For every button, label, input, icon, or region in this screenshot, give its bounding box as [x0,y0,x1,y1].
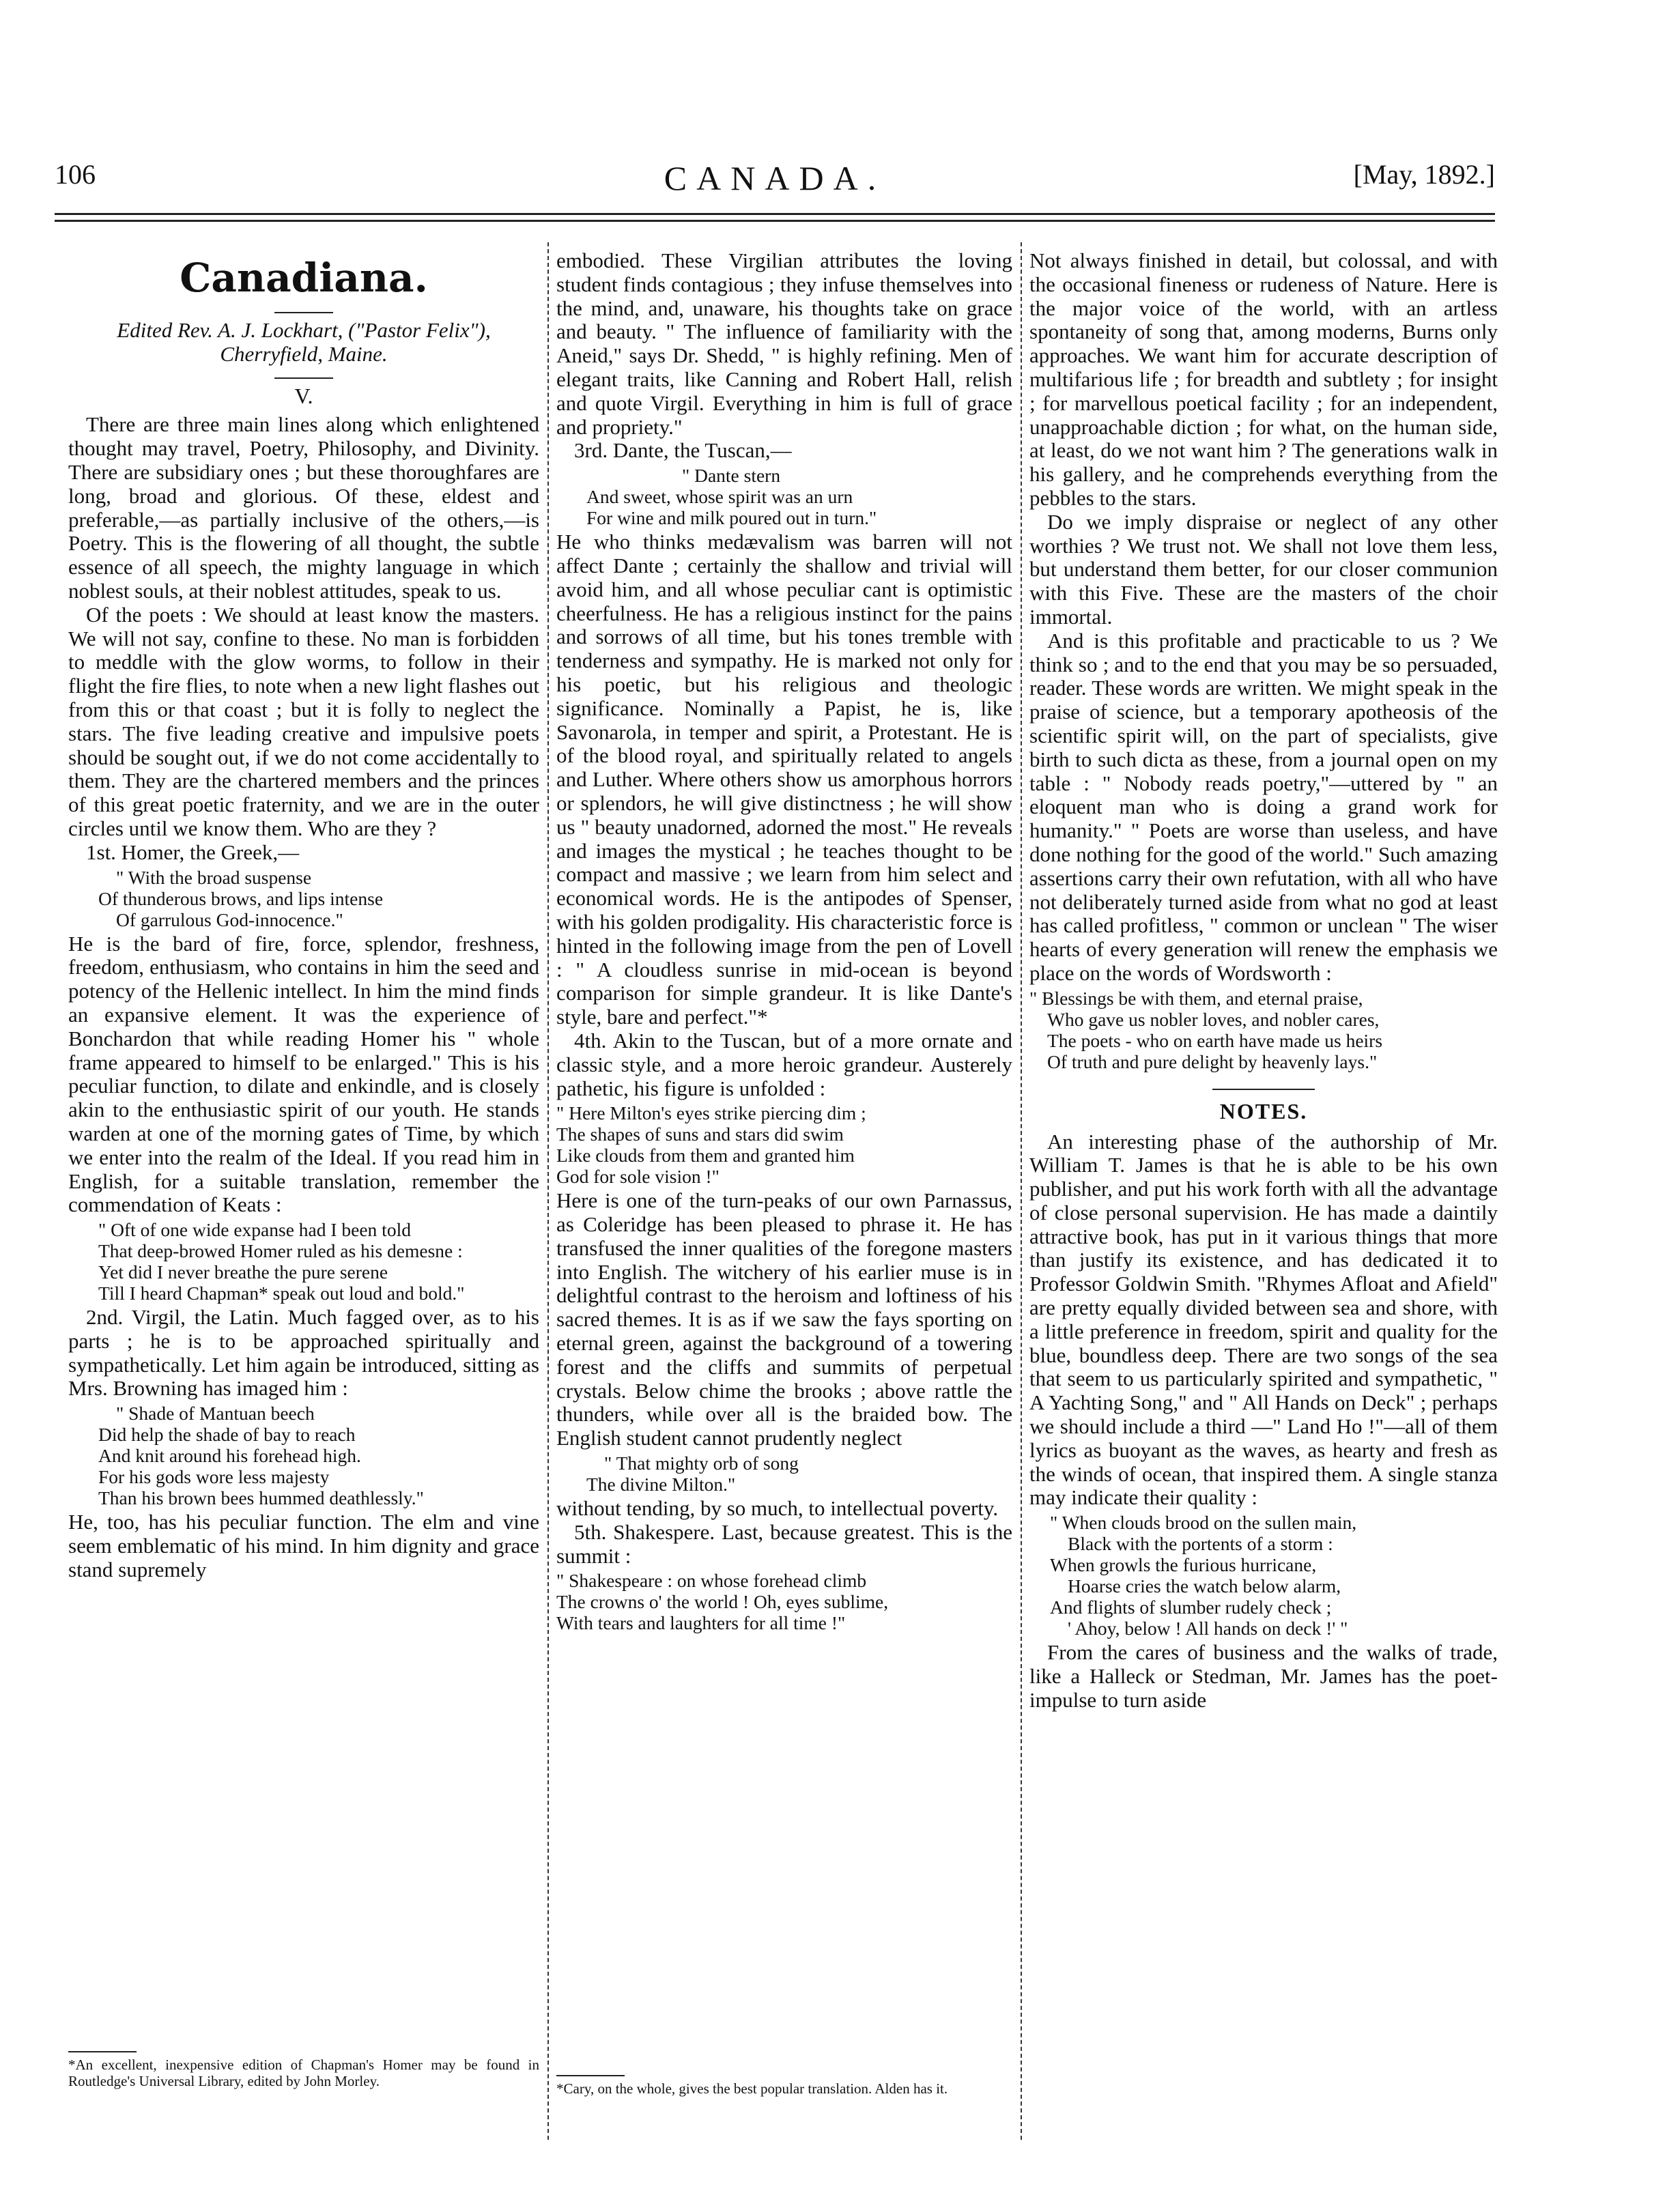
paragraph: 2nd. Virgil, the Latin. Much fagged over, as to his parts ; he is to be approached spiritually and sympathetically. Let him again be introduced, sitting as Mrs. Browning has imaged him : [68,1305,539,1401]
verse-line: " Dante stern [682,465,781,487]
verse-dante [586,465,1012,528]
verse-keats [98,1219,539,1304]
paragraph: Not always finished in detail, but colossal, and with the occasional fineness or rudeness of Nature. Here is the major voice of the world, with an artless spontaneity of song that, among moderns, Burns only approaches. We want him for accurate description of multifarious life ; for breadth and subtlety ; for insight ; for marvellous poetical facility ; for an independent, unapproachable diction ; for what, on the human side, at least, do we not want him ? The generations walk in his gallery, and he comprehends everything from the pebbles to the stars. [1029,248,1498,510]
column-divider-1 [547,242,549,2140]
verse-line: Of garrulous God-innocence." [116,908,343,930]
paragraph: He is the bard of fire, force, splendor, freshness, freedom, enthusiasm, who contains in him the seed and potency of the Hellenic intellect. In him the mind finds an expansive element. It was the experience of Bonchardon that while reading Homer his " whole frame appeared to himself to be enlarged." This is his peculiar function, to dilate and enkindle, and is closely akin to the enthusiastic spirit of our youth. He stands warden at one of the morning gates of Time, by which we enter into the realm of the Ideal. If you read him in English, for a suitable translation, remember the commendation of Keats : [68,931,539,1217]
section-number: V. [294,383,313,408]
column-divider-2 [1021,242,1022,2140]
paragraph: 3rd. Dante, the Tuscan,— [574,438,792,463]
verse-line: God for sole vision !" [556,1166,720,1188]
paragraph: Do we imply dispraise or neglect of any other worthies ? We trust not. We shall not love them less, but understand them better, for our closer communion with this Five. These are the masters of the choir immortal. [1029,509,1498,629]
verse-orb-of-song [586,1452,1012,1495]
verse-line: And flights of slumber rudely check ; [1050,1596,1332,1618]
verse-line: Black with the portents of a storm : [1068,1533,1333,1555]
editor-rule [274,377,333,379]
verse-line: " With the broad suspense [116,866,312,888]
footnote-cary [556,2068,1012,2097]
verse-line: And knit around his forehead high. [98,1445,361,1467]
page-title: CANADA. [664,159,886,197]
verse-line: The divine Milton." [586,1474,736,1495]
page-header [55,158,1495,206]
paragraph: An interesting phase of the authorship of Mr. William T. James is that he is able to be his own publisher, and put his work forth with all the advantage of close personal supervision. He has made a daintily attractive book, has put in it various things that more than justify its existence, and has dedicated it to Professor Goldwin Smith. "Rhymes Afloat and Afield" are pretty equally divided between sea and shore, with a little preference in freedom, spirit and quality for the blue, boundless deep. There are two songs of the sea that seem to us particularly spirited and sympathetic, " A Yachting Song," and " All Hands on Deck" ; perhaps we should include a third —" Land Ho !"—all of them lyrics as buoyant as the waves, as hearty and fresh as the winds of ocean, that inspired them. A single stanza may indicate their quality : [1029,1129,1498,1510]
verse-line: " Here Milton's eyes strike piercing dim ; [556,1102,866,1124]
verse-line: Till I heard Chapman* speak out loud and bold." [98,1283,465,1304]
column-2 [556,249,1012,1635]
editor-line: Edited Rev. A. J. Lockhart, ("Pastor Felix"), Cherryfield, Maine. [117,318,491,366]
verse-line: " Blessings be with them, and eternal praise, [1029,987,1363,1009]
verse-line: Who gave us nobler loves, and nobler cares, [1047,1008,1380,1030]
section-masthead: Canadiana. [180,255,428,301]
verse-wordsworth [1029,988,1498,1072]
verse-line: The shapes of suns and stars did swim [556,1123,844,1145]
paragraph: embodied. These Virgilian attributes the loving student finds contagious ; they infuse themselves into the mind, and, unaware, his thoughts take on grace and beauty. " The influence of familiarity with the Aneid," says Dr. Shedd, " is highly refining. Men of elegant traits, like Canning and Robert Hall, relish and quote Virgil. Everything in him is full of grace and propriety." [556,248,1012,439]
verse-line: Like clouds from them and granted him [556,1145,855,1166]
verse-line: For his gods wore less majesty [98,1466,330,1488]
verse-line: With tears and laughters for all time !" [556,1612,846,1634]
verse-line: Did help the shade of bay to reach [98,1424,356,1446]
paragraph: without tending, by so much, to intellectual poverty. [556,1496,999,1521]
paragraph: 5th. Shakespere. Last, because greatest. This is the summit : [556,1519,1012,1568]
verse-milton [556,1102,1012,1187]
page-number: 106 [55,159,96,190]
paragraph: There are three main lines along which enlightened thought may travel, Poetry, Philosophy, and Divinity. There are subsidiary ones ; but these thoroughfares are long, broad and glorious. Of these, eldest and preferable,—as partially inclusive of the others,—is Poetry. This is the flowering of all thought, the subtle essence of all speech, the mighty language in which noblest souls, at their noblest attitudes, speak to us. [68,412,539,603]
paragraph: And is this profitable and practicable to us ? We think so ; and to the end that you may be so persuaded, reader. These words are written. We might speak in the praise of science, but a temporary apotheosis of the scientific spirit will, on the part of specialists, give birth to such dicta as these, from a journal open on my table : " Nobody reads poetry,"—uttered by " an eloquent man who is doing a grand work for humanity." " Poets are worse than useless, and have done nothing for the good of the world." Such amazing assertions carry their own refutation, with all who have not deliberately turned aside from what no god at least has called profitless, " common or unclean " The wiser hearts of every generation will renew the emphasis we place on the words of Wordsworth : [1029,628,1498,985]
verse-line: " Shakespeare : on whose forehead climb [556,1570,867,1592]
masthead-rule [274,312,333,313]
notes-heading: NOTES. [1219,1098,1308,1123]
footnote-rule [68,2051,137,2052]
verse-line: The poets - who on earth have made us heirs [1047,1029,1383,1051]
paragraph: From the cares of business and the walks of trade, like a Halleck or Stedman, Mr. James has the poet-impulse to turn aside [1029,1640,1498,1712]
verse-line: Yet did I never breathe the pure serene [98,1261,388,1283]
issue-date: [May, 1892.] [1353,159,1495,190]
verse-line: When growls the furious hurricane, [1050,1554,1317,1576]
verse-line: Of truth and pure delight by heavenly lays." [1047,1050,1378,1072]
footnote-text: *Cary, on the whole, gives the best popular translation. Alden has it. [556,2080,948,2097]
verse-line: " When clouds brood on the sullen main, [1050,1512,1357,1534]
section-rule [1212,1089,1315,1090]
footnote-text: *An excellent, inexpensive edition of Chapman's Homer may be found in Routledge's Universal Library, edited by John Morley. [68,2057,539,2089]
paragraph: 4th. Akin to the Tuscan, but of a more ornate and classic style, and a more heroic grandeur. Austerely pathetic, his figure is unfolded : [556,1028,1012,1100]
verse-line: " Shade of Mantuan beech [116,1403,315,1424]
verse-browning [98,1403,539,1508]
paragraph: He who thinks medævalism was barren will not affect Dante ; certainly the shallow and trivial will avoid him, and all whose peculiar cant is optimistic cheerfulness. He has a religious instinct for the pains and sorrows of all time, but his tones tremble with tenderness and sympathy. He is marked not only for his poetic, but his religious and theologic significance. Nominally a Papist, he is, like Savonarola, in temper and spirit, a Protestant. He is of the blood royal, and spiritually related to angels and Luther. Where others show us amorphous horrors or splendors, he will give distinctness ; he will show us " beauty unadorned, adorned the most." He reveals and images the mystical ; he teaches thought to be compact and massive ; we learn from him select and economical words. He is the antipodes of Spenser, with his golden prodigality. His characteristic force is hinted in the following image from the pen of Lovell : " A cloudless sunrise in mid-ocean is beyond comparison for simple grandeur. It is like Dante's style, bare and perfect."* [556,530,1012,1029]
footnote-rule [556,2075,625,2076]
verse-line: " That mighty orb of song [604,1452,799,1474]
verse-homer [98,867,539,930]
header-rule-top [55,213,1495,215]
column-3 [1029,249,1498,1713]
column-1 [68,249,539,1582]
verse-line: For wine and milk poured out in turn." [586,507,877,529]
paragraph: Here is one of the turn-peaks of our own Parnassus, as Coleridge has been pleased to phrase it. He has transfused the inner qualities of the foregone masters into English. The witchery of his earlier muse is in delightful contrast to the heroism and loftiness of his sacred themes. It is as if we saw the fays sporting on eternal green, against the background of a towering forest and the cliffs and summits of perpetual crystals. Below chime the brooks ; above rattle the thunders, while over all is the braided bow. The English student cannot prudently neglect [556,1188,1012,1450]
verse-line: That deep-browed Homer ruled as his demesne : [98,1240,463,1262]
paragraph: Of the poets : We should at least know the masters. We will not say, confine to these. No man is forbidden to meddle with the glow worms, to follow in their flight the fire flies, to note when a new light flashes out from this or that coast ; but it is folly to neglect the stars. The five leading creative and impulsive poets should be sought out, if we do not come accidentally to them. They are the chartered members and the princes of this great poetic fraternity, and we are in the outer circles until we know them. Who are they ? [68,602,539,840]
verse-line: Hoarse cries the watch below alarm, [1068,1575,1341,1597]
paragraph: 1st. Homer, the Greek,— [86,840,300,864]
verse-line: ' Ahoy, below ! All hands on deck !' " [1068,1618,1348,1639]
footnote-chapman [68,2044,539,2089]
verse-line: And sweet, whose spirit was an urn [586,486,853,508]
header-rule-bottom [55,220,1495,222]
paragraph: He, too, has his peculiar function. The elm and vine seem emblematic of his mind. In him dignity and grace stand supremely [68,1510,539,1581]
verse-line: " Oft of one wide expanse had I been told [98,1219,411,1241]
verse-line: The crowns o' the world ! Oh, eyes sublime, [556,1591,889,1613]
verse-line: Than his brown bees hummed deathlessly." [98,1487,424,1509]
verse-line: Of thunderous brows, and lips intense [98,887,384,909]
verse-shakespeare [556,1570,1012,1633]
verse-all-hands [1050,1512,1498,1639]
